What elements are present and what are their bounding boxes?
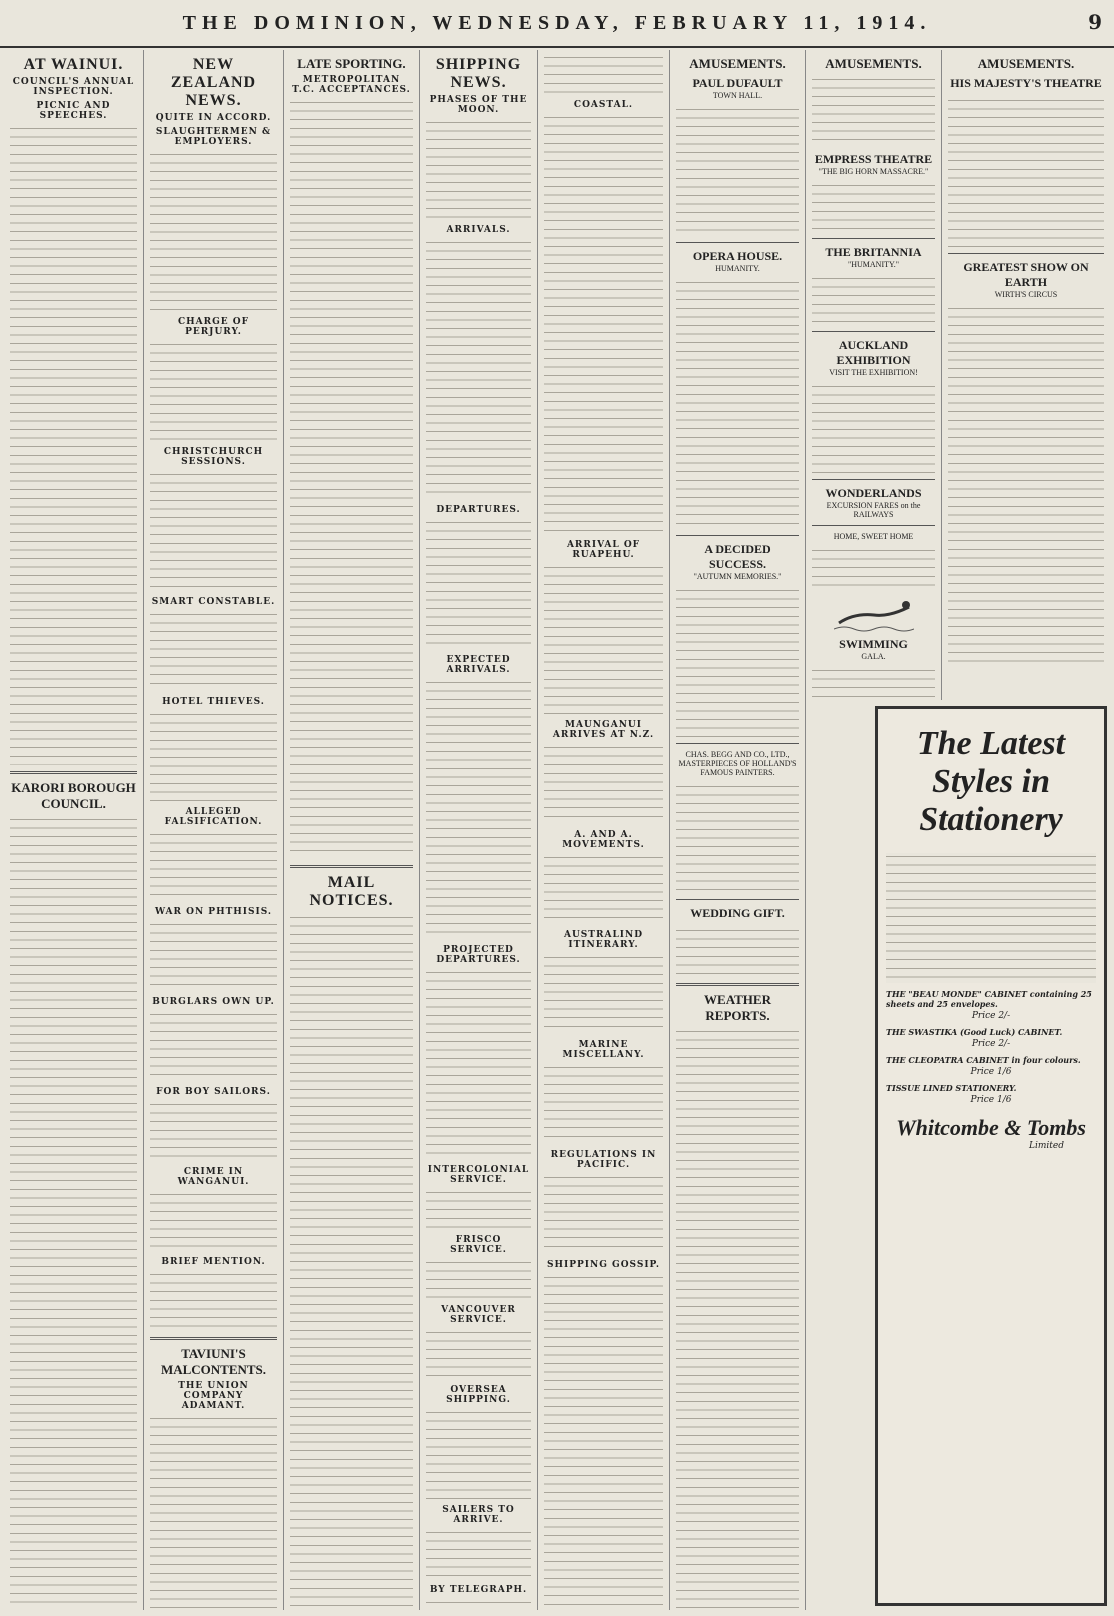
subhead-vancouver: VANCOUVER SERVICE.: [441, 1305, 516, 1325]
article-body: [426, 1329, 531, 1379]
column-3: [284, 50, 420, 1610]
page-number: 9: [1088, 10, 1102, 34]
article-body: [150, 1191, 277, 1251]
subhead-departures: DEPARTURES.: [436, 505, 521, 515]
subhead-crime-in-wanganui: CRIME IN WANGANUI.: [177, 1167, 250, 1187]
article-body: [150, 611, 277, 691]
subhead-burglars-own-up: BURGLARS OWN UP.: [152, 997, 275, 1007]
ad-subtitle: "THE BIG HORN MASSACRE.": [818, 167, 929, 176]
article-body: [812, 76, 935, 146]
article-body: [426, 239, 531, 499]
ad-subtitle: "AUTUMN MEMORIES.": [693, 572, 782, 581]
article-body: [290, 99, 413, 859]
article-body: [426, 969, 531, 1159]
article-body: [10, 816, 137, 1610]
article-body: [676, 106, 799, 236]
stationery-item: TISSUE LINED STATIONERY.: [886, 1083, 1017, 1093]
article-body: [150, 1011, 277, 1081]
article-body: [426, 119, 531, 219]
ad-title: WONDERLANDS: [825, 486, 922, 500]
subhead-by-telegraph: BY TELEGRAPH.: [429, 1585, 528, 1595]
column-2: [144, 50, 284, 1610]
ad-title: AUCKLAND EXHIBITION: [836, 338, 911, 367]
ad-chas-begg: [676, 750, 799, 777]
stationery-title: The Latest Styles in Stationery: [916, 725, 1066, 838]
subhead-expected-arrivals: EXPECTED ARRIVALS.: [446, 655, 511, 675]
stationery-item: THE CLEOPATRA CABINET in four colours.: [886, 1055, 1081, 1065]
article-body: [426, 1409, 531, 1499]
swimmer-icon: [834, 593, 914, 633]
article-body: [676, 927, 799, 977]
ad-subtitle: VISIT THE EXHIBITION!: [829, 368, 918, 377]
stationery-item: THE SWASTIKA (Good Luck) CABINET.: [886, 1027, 1063, 1037]
subhead-alleged-falsification: ALLEGED FALSIFICATION.: [164, 807, 263, 827]
ad-title: HOME, SWEET HOME: [833, 532, 914, 541]
article-body: [150, 831, 277, 901]
stationery-price: Price 2/-: [971, 1011, 1011, 1021]
stationery-limited: Limited: [1029, 1141, 1064, 1151]
article-body: [10, 125, 137, 765]
article-body: [812, 547, 935, 587]
subhead-hotel-thieves: HOTEL THIEVES.: [162, 697, 265, 707]
stationery-price: Price 1/6: [970, 1095, 1012, 1105]
subhead-a-and-a: A. AND A. MOVEMENTS.: [562, 830, 645, 850]
column-5: [538, 50, 670, 1610]
article-body: [544, 114, 663, 534]
subhead-arrivals: ARRIVALS.: [446, 225, 511, 235]
subhead-ruapehu: ARRIVAL OF RUAPEHU.: [566, 540, 641, 560]
subhead-intercolonial: INTERCOLONIAL SERVICE.: [427, 1165, 530, 1185]
article-body: [948, 97, 1104, 247]
headline-amusements: AMUSEMENTS.: [689, 56, 786, 71]
headline-late-sporting: LATE SPORTING.: [297, 56, 406, 71]
subhead-shipping-gossip: SHIPPING GOSSIP.: [547, 1260, 660, 1270]
ad-subtitle: WIRTH'S CIRCUS: [994, 290, 1058, 299]
subhead-sailers: SAILERS TO ARRIVE.: [442, 1505, 515, 1525]
stationery-item: THE "BEAU MONDE" CABINET containing 25 sheets and 25 envelopes.: [886, 989, 1092, 1009]
subhead-perjury: CHARGE OF PERJURY.: [177, 317, 250, 337]
article-body: [544, 744, 663, 824]
headline-mail-notices: MAIL NOTICES.: [309, 874, 394, 909]
subhead-picnic: PICNIC AND SPEECHES.: [36, 101, 111, 121]
article-body: [150, 341, 277, 441]
article-body: [544, 1274, 663, 1610]
subhead-regulations: REGULATIONS IN PACIFIC.: [550, 1150, 657, 1170]
article-body: [426, 679, 531, 939]
subhead-christchurch-sessions: CHRISTCHURCH SESSIONS.: [163, 447, 264, 467]
article-body: [812, 667, 935, 700]
ad-subtitle: TOWN HALL.: [712, 91, 763, 100]
stationery-advert: [875, 706, 1107, 1606]
article-body: [150, 151, 277, 311]
article-body: [812, 275, 935, 325]
article-body: [812, 182, 935, 232]
article-body: [426, 1189, 531, 1229]
subhead-oversea-shipping: OVERSEA SHIPPING.: [446, 1385, 511, 1405]
ad-subtitle: "HUMANITY.": [847, 260, 900, 269]
subhead-projected-departures: PROJECTED DEPARTURES.: [436, 945, 521, 965]
ad-auckland-exhibition: [812, 338, 935, 377]
headline-at-wainui: AT WAINUI.: [23, 56, 124, 73]
subhead-union-company: THE UNION COMPANY ADAMANT.: [178, 1381, 249, 1411]
article-body: [948, 305, 1104, 665]
subhead-moon-phases: PHASES OF THE MOON.: [429, 95, 528, 115]
article-body: [544, 564, 663, 714]
headline-amusements-3: AMUSEMENTS.: [977, 56, 1075, 71]
masthead: [0, 0, 1114, 48]
headline-weather-reports: WEATHER REPORTS.: [704, 992, 771, 1023]
column-8: [942, 50, 1110, 700]
article-body: [290, 914, 413, 1610]
column-1: [4, 50, 144, 1610]
article-body: [150, 1415, 277, 1610]
subhead-quite-in-accord: QUITE IN ACCORD.: [155, 113, 272, 123]
stationery-brand: Whitcombe & Tombs: [896, 1115, 1086, 1140]
headline-nz-news: NEW ZEALAND NEWS.: [170, 56, 257, 109]
column-4: [420, 50, 538, 1610]
article-body: [812, 383, 935, 473]
ad-title: HIS MAJESTY'S THEATRE: [950, 76, 1102, 90]
article-body: [426, 519, 531, 649]
ad-title: OPERA HOUSE.: [692, 249, 783, 263]
article-body: [426, 1599, 531, 1610]
ad-wonderlands: [812, 486, 935, 519]
ad-subtitle: GALA.: [861, 652, 886, 661]
subhead-australind: AUSTRALIND ITINERARY.: [563, 930, 644, 950]
headline-shipping-news: SHIPPING NEWS.: [435, 56, 522, 91]
article-body: [150, 1101, 277, 1161]
ad-home-sweet-home: [812, 532, 935, 541]
subhead-coastal: COASTAL.: [573, 100, 634, 110]
article-body: [676, 783, 799, 893]
article-body: [544, 1174, 663, 1254]
ad-autumn-memories: [676, 542, 799, 581]
subhead-smart-constable: SMART CONSTABLE.: [151, 597, 276, 607]
stationery-price: Price 2/-: [971, 1039, 1011, 1049]
ad-title: A DECIDED SUCCESS.: [704, 542, 771, 571]
article-body: [426, 1259, 531, 1299]
headline-taviuni: TAVIUNI'S MALCONTENTS.: [160, 1346, 267, 1377]
headline-amusements-2: AMUSEMENTS.: [825, 56, 922, 71]
subhead-war-on-phthisis: WAR ON PHTHISIS.: [154, 907, 273, 917]
article-body: [150, 471, 277, 591]
ad-subtitle: MASTERPIECES OF HOLLAND'S FAMOUS PAINTERS.: [678, 759, 797, 777]
ad-greatest-show: [948, 260, 1104, 299]
ad-subtitle: EXCURSION FARES on the RAILWAYS: [826, 501, 921, 519]
ad-title: EMPRESS THEATRE: [814, 152, 933, 166]
ad-empress-theatre: [812, 152, 935, 176]
subhead-maunganui: MAUNGANUI ARRIVES AT N.Z.: [552, 720, 655, 740]
ad-title: SWIMMING: [839, 637, 908, 651]
article-body: [150, 1271, 277, 1331]
ad-opera-house: [676, 249, 799, 273]
ad-subtitle: HUMANITY.: [715, 264, 760, 273]
ad-title: CHAS. BEGG AND CO., LTD.,: [685, 750, 790, 759]
subhead-marine: MARINE MISCELLANY.: [562, 1040, 645, 1060]
column-7: [806, 50, 942, 700]
article-body: [150, 711, 277, 801]
article-body: [544, 54, 663, 94]
column-6: [670, 50, 806, 1610]
article-body: [676, 279, 799, 529]
ad-title: THE BRITANNIA: [825, 245, 922, 259]
ad-paul-dufault: [676, 76, 799, 100]
advert-body: [886, 853, 1096, 983]
article-body: [544, 1064, 663, 1144]
article-body: [426, 1529, 531, 1579]
ad-title: PAUL DUFAULT: [692, 76, 783, 90]
article-body: [544, 954, 663, 1034]
article-body: [150, 921, 277, 991]
ad-title: WEDDING GIFT.: [690, 906, 785, 920]
stationery-price: Price 1/6: [970, 1067, 1012, 1077]
article-body: [676, 587, 799, 737]
subhead-council-inspection: COUNCIL'S ANNUAL INSPECTION.: [12, 77, 135, 97]
ad-swimming: [812, 593, 935, 661]
masthead-title: THE DOMINION, WEDNESDAY, FEBRUARY 11, 1914.: [182, 11, 932, 34]
subhead-for-boy-sailors: FOR BOY SAILORS.: [156, 1087, 271, 1097]
article-body: [676, 1028, 799, 1610]
ad-wedding-gift: [676, 906, 799, 921]
subhead-metropolitan: METROPOLITAN T.C. ACCEPTANCES.: [292, 75, 411, 95]
article-body: [544, 854, 663, 924]
subhead-frisco: FRISCO SERVICE.: [450, 1235, 507, 1255]
subhead-slaughtermen: SLAUGHTERMEN & EMPLOYERS.: [155, 127, 272, 147]
ad-his-majestys: [948, 76, 1104, 91]
ad-title: GREATEST SHOW ON EARTH: [963, 260, 1089, 289]
ad-britannia: [812, 245, 935, 269]
subhead-brief-mention: BRIEF MENTION.: [161, 1257, 266, 1267]
headline-karori-council: KARORI BOROUGH COUNCIL.: [11, 780, 136, 811]
